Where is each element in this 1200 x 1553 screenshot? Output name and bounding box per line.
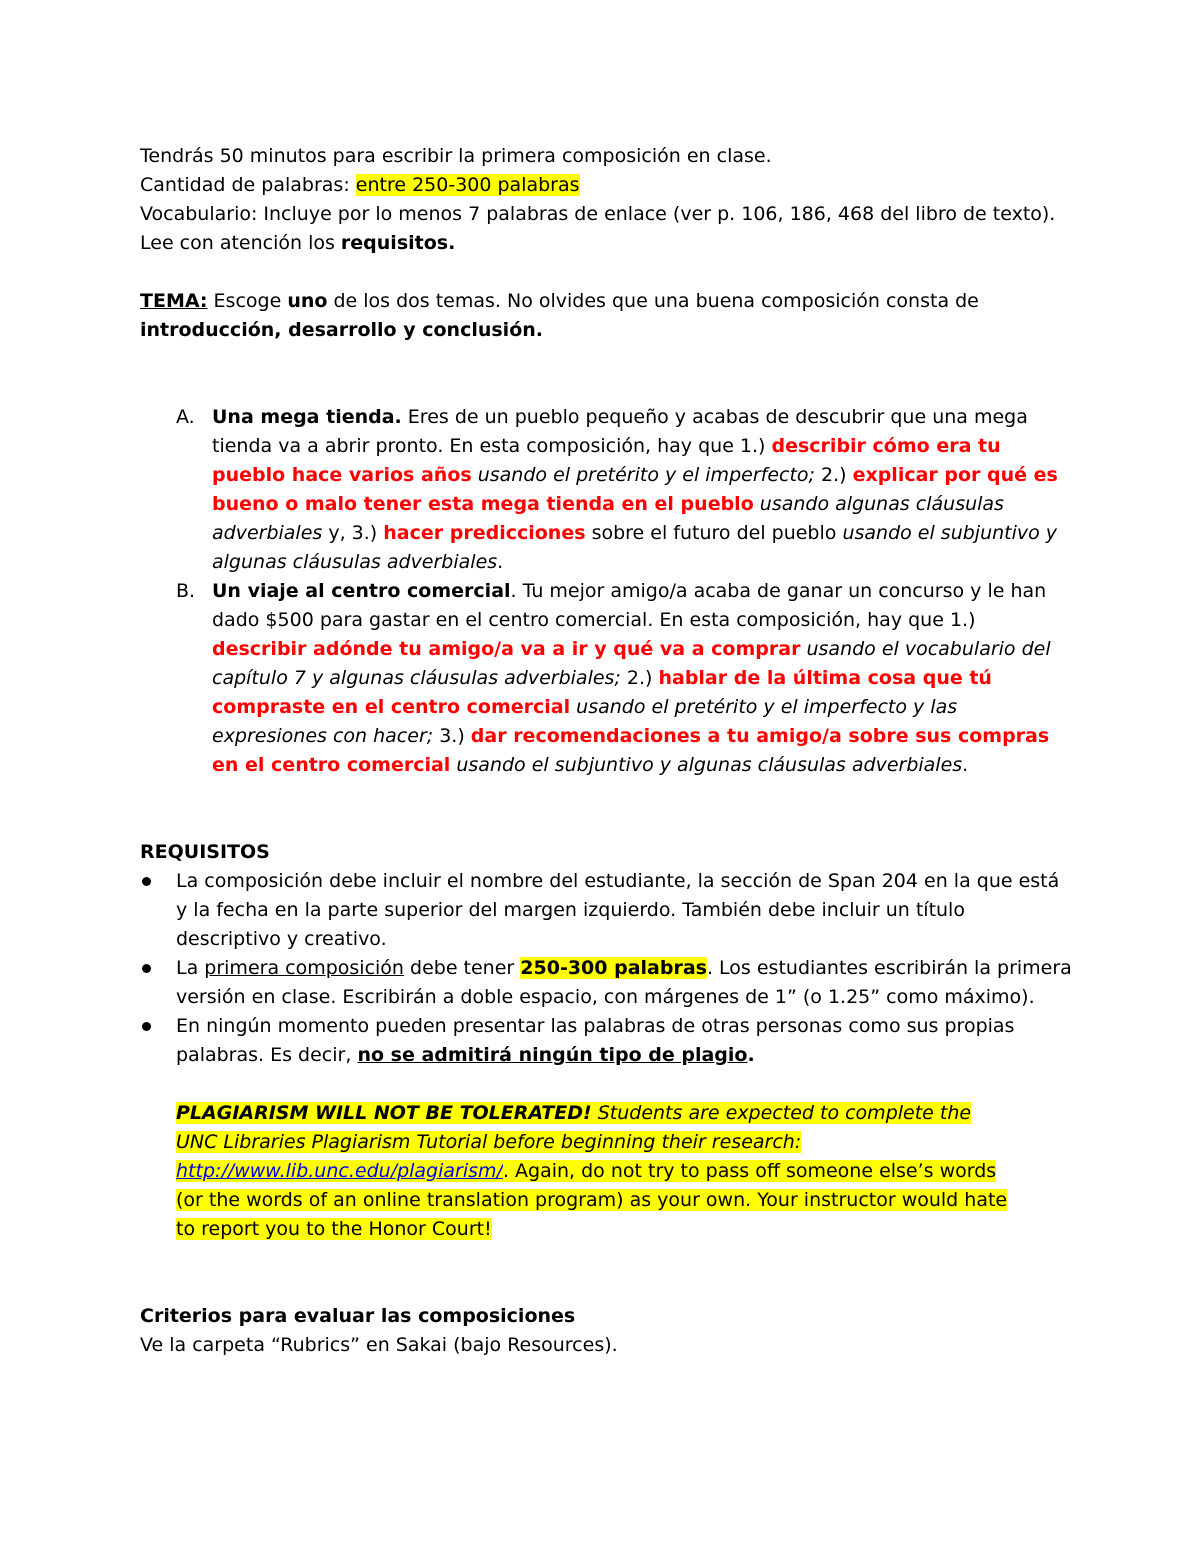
- intro-line-vocabulary: Vocabulario: Incluye por lo menos 7 palabras de enlace (ver p. 106, 186, 468 del libro de texto).: [140, 203, 1056, 225]
- bullet-icon: [142, 1022, 151, 1031]
- topic-text: .: [962, 754, 969, 776]
- document-body: [140, 142, 1075, 1360]
- topic-italic: usando algunas cláusulas adverbiales: [212, 493, 1004, 544]
- tema-text-structure: introducción, desarrollo y conclusión.: [140, 319, 543, 341]
- topic-italic: usando el subjuntivo y algunas cláusulas adverbiales: [212, 522, 1058, 573]
- plagiarism-tutorial-link[interactable]: http://www.lib.unc.edu/plagiarism/: [176, 1160, 503, 1182]
- tema-paragraph: [140, 287, 1075, 345]
- topic-task-red: explicar por qué es bueno o malo tener esta mega tienda en el pueblo: [212, 464, 1058, 515]
- topic-marker: A.: [176, 406, 195, 428]
- requisitos-heading: REQUISITOS: [140, 841, 270, 863]
- topic-task-red: hablar de la última cosa que tú compraste en el centro comercial: [212, 667, 992, 718]
- plagiarism-notice: [140, 1099, 1016, 1244]
- topic-text: . Tu mejor amigo/a acaba de ganar un concurso y le han dado $500 para gastar en el centro comercial. En esta composición, hay que 1.): [212, 580, 1047, 631]
- topic-italic: usando el pretérito y el imperfecto;: [471, 464, 815, 486]
- tema-text-2: de los dos temas. No olvides que una buena composición consta de: [327, 290, 979, 312]
- requirement-text: La composición debe incluir el nombre del estudiante, la sección de Span 204 en la que está y la fecha en la parte superior del margen izquierdo. También debe incluir un título descriptivo y creativo.: [176, 870, 1060, 950]
- requirement-item: [140, 867, 1075, 954]
- requirements-prefix: Lee con atención los: [140, 232, 341, 254]
- topic-text: Eres de un pueblo pequeño y acabas de descubrir que una mega tienda va a abrir pronto. En esta composición, hay que 1.): [212, 406, 1028, 457]
- requirement-text: .: [747, 1044, 755, 1066]
- requirement-text: En ningún momento pueden presentar las palabras de otras personas como sus propias palabras. Es decir,: [176, 1015, 1015, 1066]
- topic-text: 3.): [433, 725, 471, 747]
- requirement-text: . Los estudiantes escribirán la primera versión en clase. Escribirán a doble espacio, con márgenes de 1” (o 1.25” como máximo).: [176, 957, 1072, 1008]
- plagiarism-rest: . Again, do not try to pass off someone else’s words (or the words of an online translation program) as your own. Your instructor would hate to report you to the Honor Court!: [176, 1160, 1008, 1240]
- word-count-highlight: entre 250-300 palabras: [355, 174, 580, 196]
- criterios-line: Ve la carpeta “Rubrics” en Sakai (bajo Resources).: [140, 1334, 618, 1356]
- intro-line-requirements: [140, 229, 1075, 258]
- topic-text: 2.): [814, 464, 853, 486]
- requirements-bold: requisitos.: [340, 232, 456, 254]
- intro-line-time: Tendrás 50 minutos para escribir la primera composición en clase.: [140, 145, 772, 167]
- topic-a: [140, 403, 1075, 577]
- plagiarism-italic: Students are expected to complete the UNC Libraries Plagiarism Tutorial before beginning their research:: [176, 1102, 972, 1153]
- topic-text: .: [497, 551, 504, 573]
- topic-text: sobre el futuro del pueblo: [585, 522, 843, 544]
- topic-task-red: describir cómo era tu pueblo hace varios años: [212, 435, 1001, 486]
- tema-text-1: Escoge: [207, 290, 288, 312]
- topic-italic: usando el vocabulario del capítulo 7 y algunas cláusulas adverbiales;: [212, 638, 1051, 689]
- topic-b: [140, 577, 1075, 780]
- topic-text: 2.): [620, 667, 659, 689]
- topic-title: Un viaje al centro comercial: [212, 580, 511, 602]
- no-plagio-text: no se admitirá ningún tipo de plagio: [357, 1044, 748, 1066]
- requirement-item: [140, 1012, 1075, 1070]
- topic-list: [140, 403, 1075, 780]
- requirement-underlined: primera composición: [204, 957, 404, 979]
- intro-line-word-count: [140, 171, 1075, 200]
- topic-task-red: dar recomendaciones a tu amigo/a sobre sus compras en el centro comercial: [212, 725, 1050, 776]
- word-count-label: Cantidad de palabras:: [140, 174, 356, 196]
- tema-label: TEMA:: [140, 290, 208, 312]
- criterios-heading: Criterios para evaluar las composiciones: [140, 1305, 576, 1327]
- requirements-list: [140, 867, 1075, 1070]
- bullet-icon: [142, 964, 151, 973]
- requirement-text: La: [176, 957, 205, 979]
- bullet-icon: [142, 877, 151, 886]
- topic-task-red: hacer predicciones: [383, 522, 586, 544]
- requirement-highlight: 250-300 palabras: [520, 957, 707, 979]
- topic-title: Una mega tienda.: [212, 406, 402, 428]
- tema-text-uno: uno: [287, 290, 328, 312]
- topic-task-red: describir adónde tu amigo/a va a ir y qué va a comprar: [212, 638, 801, 660]
- topic-marker: B.: [176, 580, 196, 602]
- requirement-item: [140, 954, 1075, 1012]
- topic-text: y, 3.): [322, 522, 384, 544]
- topic-italic: usando el pretérito y el imperfecto y las expresiones con hacer;: [212, 696, 958, 747]
- topic-italic: usando el subjuntivo y algunas cláusulas adverbiales: [450, 754, 963, 776]
- plagiarism-headline: PLAGIARISM WILL NOT BE TOLERATED!: [176, 1102, 592, 1124]
- requirement-text: debe tener: [403, 957, 521, 979]
